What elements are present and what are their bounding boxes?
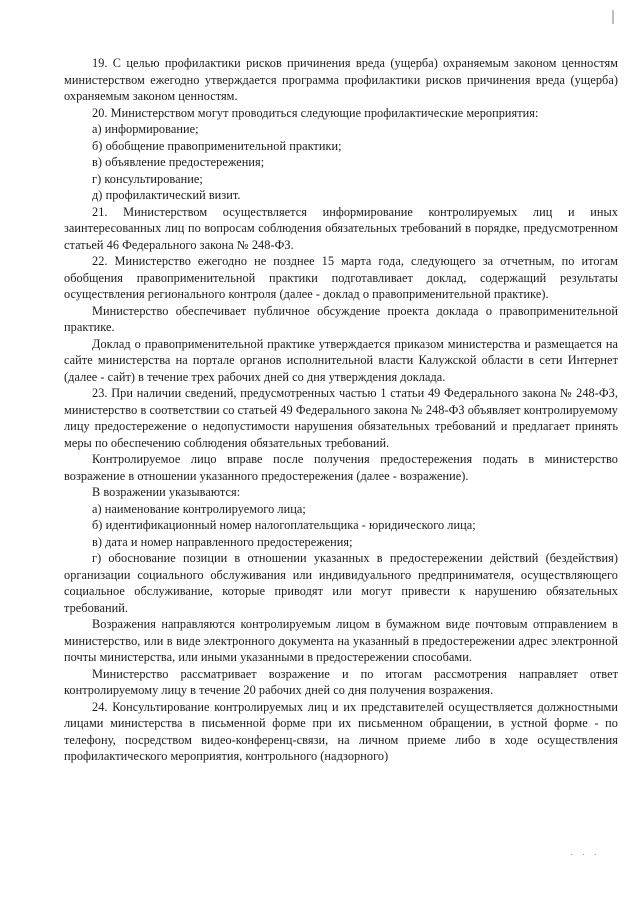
scan-specks: · · · [570,850,600,861]
document-body [64,55,618,765]
paragraph: Доклад о правоприменительной практике утверждается приказом министерства и размещается на сайте министерства на портале органов исполнительной власти Калужской области в сети Интернет (далее - сайт) в течение трех рабочих дней со дня утверждения доклада. [64,336,618,384]
paragraph: г) обоснование позиции в отношении указанных в предостережении действий (бездействия) организации социального обслуживания или индивидуального предпринимателя, осуществляющего социальное обслуживание, которые приводят или могут привести к нарушению обязательных требований. [64,551,618,615]
paragraph: Министерство обеспечивает публичное обсуждение проекта доклада о правоприменительной практике. [64,303,618,334]
paragraph: 20. Министерством могут проводиться следующие профилактические мероприятия: [92,105,539,120]
paragraph: 24. Консультирование контролируемых лиц и их представителей осуществляется должностными лицами министерства в письменной форме при их письменном обращении, в устной форме - по телефону, посредством видео-конференц-связи, на личном приеме либо в ходе осуществления профилактического мероприятия, контрольного (надзорного) [64,699,618,763]
paragraph: 23. При наличии сведений, предусмотренных частью 1 статьи 49 Федерального закона № 248-ФЗ, министерство в соответствии со статьей 49 Федерального закона № 248-ФЗ объявляет контролируемому лицу предостережение о недопустимости нарушения обязательных требований и предлагает принять меры по обеспечению соблюдения обязательных требований. [64,386,618,450]
list-item: г) консультирование; [92,171,203,186]
paragraph: 21. Министерством осуществляется информирование контролируемых лиц и иных заинтересованных лиц по вопросам соблюдения обязательных требований в порядке, предусмотренном статьей 46 Федерального закона № 248-ФЗ. [64,204,618,252]
list-item: а) информирование; [92,122,199,136]
list-item: б) обобщение правоприменительной практики; [92,138,342,153]
paragraph: 19. С целью профилактики рисков причинения вреда (ущерба) охраняемым законом ценностям министерством ежегодно утверждается программа профилактики рисков причинения вреда (ущерба) охраняемым законом ценностям. [64,56,618,103]
list-item: а) наименование контролируемого лица; [92,501,306,516]
list-item: в) дата и номер направленного предостережения; [92,534,353,549]
list-item: б) идентификационный номер налогоплательщика - юридического лица; [92,518,476,532]
paragraph: Контролируемое лицо вправе после получения предостережения подать в министерство возражение в отношении указанного предостережения (далее - возражение). [64,452,618,483]
scan-mark [612,10,614,24]
list-item: В возражении указываются: [92,485,241,499]
paragraph: Министерство рассматривает возражение и по итогам рассмотрения направляет ответ контролируемому лицу в течение 20 рабочих дней со дня получения возражения. [64,666,618,697]
list-item: д) профилактический визит. [92,188,241,202]
paragraph: Возражения направляются контролируемым лицом в бумажном виде почтовым отправлением в министерство, или в виде электронного документа на указанный в предостережении адрес электронной почты министерства, или иными указанными в предостережении способами. [64,617,618,664]
paragraph: 22. Министерство ежегодно не позднее 15 марта года, следующего за отчетным, по итогам обобщения правоприменительной практики подготавливает доклад, содержащий результаты осуществления регионального контроля (далее - доклад о правоприменительной практике). [64,254,618,301]
list-item: в) объявление предостережения; [92,155,265,169]
